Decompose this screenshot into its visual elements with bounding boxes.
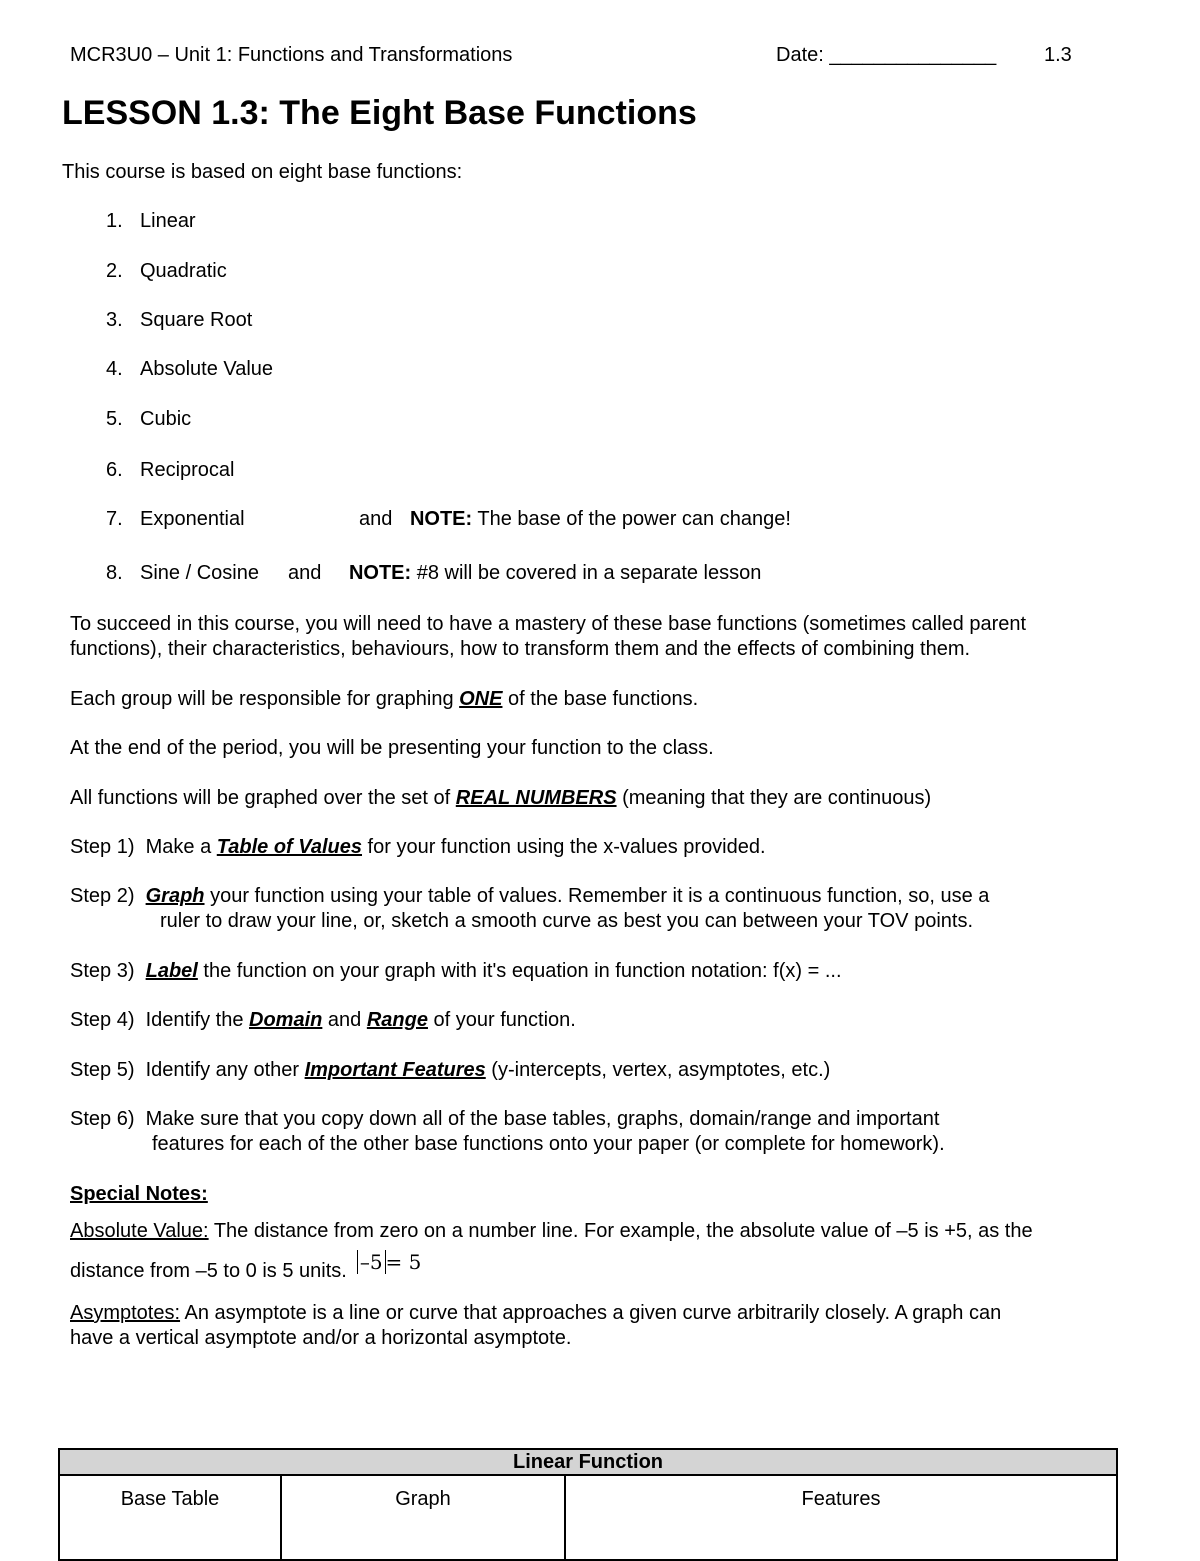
emphasis-tov: Table of Values [216,836,362,858]
note-text: #8 will be covered in a separate lesson [411,562,762,584]
list-label: Linear [140,210,196,232]
list-label: Reciprocal [140,459,235,481]
emphasis-label: Label [145,960,198,982]
text-span: for your function using the x-values provided. [362,836,766,858]
list-item [106,459,234,482]
term-asymptotes: Asymptotes: [70,1302,181,1324]
step-2-continued: ruler to draw your line, or, sketch a smooth curve as best you can between your TOV points. [160,910,974,932]
text-span: Identify any other [145,1059,305,1081]
step-label: Step 1) [70,836,135,858]
step-label: Step 3) [70,960,135,982]
intro-text: This course is based on eight base functions: [62,161,463,183]
text-span: distance from –5 to 0 is 5 units. [70,1260,347,1282]
text-span: and [322,1009,367,1031]
lesson-number: 1.3 [1044,44,1072,66]
absolute-value-note [70,1220,1033,1243]
step-2 [70,885,989,908]
list-number: 6. [106,459,123,481]
list-label: Square Root [140,309,253,331]
step-label: Step 6) [70,1108,135,1130]
special-notes-heading: Special Notes: [70,1183,208,1205]
list-number: 4. [106,358,123,380]
emphasis-one: ONE [459,688,503,710]
page-title: LESSON 1.3: The Eight Base Functions [62,94,697,132]
text-span: your function using your table of values. Remember it is a continuous function, so, use a [204,885,990,907]
text-span: An asymptote is a line or curve that approaches a given curve arbitrarily closely. A graph can [180,1302,1002,1324]
step-1 [70,836,766,859]
text-span: Identify the [145,1009,250,1031]
list-note [359,508,791,531]
list-label: Sine / Cosine [140,562,259,584]
abs-rhs: = 5 [385,1250,422,1274]
list-number: 7. [106,508,123,530]
table-title: Linear Function [59,1449,1117,1475]
column-base-table: Base Table [59,1475,281,1560]
list-item [106,508,245,531]
list-item [106,260,227,283]
abs-bars: –5 [357,1250,386,1274]
step-label: Step 5) [70,1059,135,1081]
step-6-continued: features for each of the other base functions onto your paper (or complete for homework). [152,1133,945,1155]
emphasis-graph: Graph [145,885,205,907]
date-blank: _______________ [829,44,997,66]
step-5 [70,1059,830,1082]
list-item [106,309,252,332]
paragraph-real [70,787,931,810]
note-text: The base of the power can change! [472,508,791,530]
list-label: Exponential [140,508,245,530]
text-span: (y-intercepts, vertex, asymptotes, etc.) [485,1059,831,1081]
list-number: 3. [106,309,123,331]
paragraph-line: At the end of the period, you will be presenting your function to the class. [70,737,714,759]
course-header: MCR3U0 – Unit 1: Functions and Transformations [70,44,513,66]
list-item [106,562,259,585]
absolute-value-equation [357,1250,422,1274]
text-span: the function on your graph with it's equation in function notation: f(x) = ... [197,960,842,982]
text-span: (meaning that they are continuous) [616,787,932,809]
paragraph-group [70,688,698,711]
step-6 [70,1108,939,1131]
list-number: 2. [106,260,123,282]
note-label: NOTE: [348,562,412,584]
step-label: Step 2) [70,885,135,907]
note-label: NOTE: [409,508,473,530]
emphasis-domain: Domain [249,1009,323,1031]
column-graph: Graph [281,1475,565,1560]
emphasis-features: Important Features [304,1059,486,1081]
asymptotes-note [70,1302,1001,1325]
paragraph-line: functions), their characteristics, behaviours, how to transform them and the effects of combining them. [70,638,971,660]
text-span: Each group will be responsible for graphing [70,688,460,710]
list-note [288,562,761,585]
paragraph-line: To succeed in this course, you will need to have a mastery of these base functions (sometimes called parent [70,613,1027,635]
list-number: 1. [106,210,123,232]
step-label: Step 4) [70,1009,135,1031]
list-label: Absolute Value [140,358,274,380]
list-label: Quadratic [140,260,227,282]
text-span: of the base functions. [502,688,699,710]
list-item [106,408,191,431]
date-field [776,44,996,67]
and-word: and [288,562,322,584]
text-span: Make sure that you copy down all of the base tables, graphs, domain/range and important [145,1108,940,1130]
list-number: 5. [106,408,123,430]
step-3 [70,960,842,983]
column-features: Features [565,1475,1117,1560]
list-item [106,210,196,233]
term-absolute-value: Absolute Value: [70,1220,209,1242]
asymptotes-note-line2: have a vertical asymptote and/or a horizontal asymptote. [70,1327,572,1349]
list-label: Cubic [140,408,192,430]
emphasis-real-numbers: REAL NUMBERS [455,787,617,809]
text-span: All functions will be graphed over the set of [70,787,456,809]
text-span: Make a [145,836,217,858]
text-span: of your function. [427,1009,576,1031]
emphasis-range: Range [366,1009,428,1031]
absolute-value-note-line2 [70,1250,422,1283]
list-number: 8. [106,562,123,584]
list-item [106,358,273,381]
step-4 [70,1009,576,1032]
text-span: The distance from zero on a number line. For example, the absolute value of –5 is +5, as the [208,1220,1033,1242]
date-label: Date: [776,44,824,66]
linear-function-table [58,1448,1118,1561]
and-word: and [359,508,393,530]
